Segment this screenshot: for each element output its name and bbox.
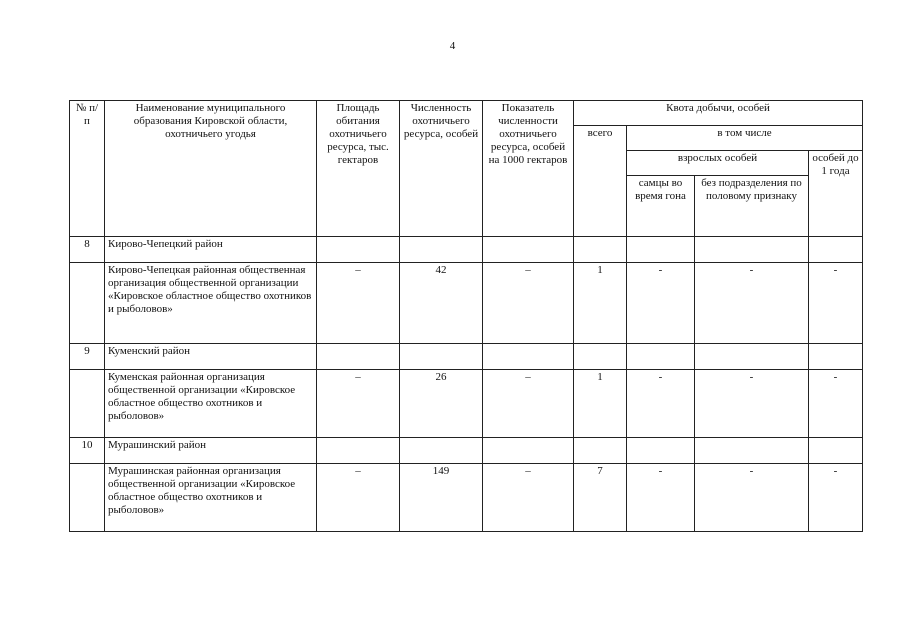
row-density: – <box>483 370 574 438</box>
row-young: - <box>809 464 863 532</box>
header-total: всего <box>574 126 627 237</box>
row-population: 42 <box>400 263 483 344</box>
row-name: Мурашинская районная организация общественной организации «Кировское областное общество охотников и рыболовов» <box>105 464 317 532</box>
row-name: Мурашинский район <box>105 438 317 464</box>
row-area: – <box>317 263 400 344</box>
row-males: - <box>627 464 695 532</box>
table-row <box>70 263 863 344</box>
row-name: Кирово-Чепецкая районная общественная организация общественной организации «Кировское областное общество охотников и рыболовов» <box>105 263 317 344</box>
header-name: Наименование муниципального образования Кировской области, охотничьего угодья <box>105 101 317 237</box>
table-row <box>70 438 863 464</box>
row-population: 149 <box>400 464 483 532</box>
row-no-sex: - <box>695 464 809 532</box>
row-name: Куменская районная организация общественной организации «Кировское областное общество охотников и рыболовов» <box>105 370 317 438</box>
row-total: 1 <box>574 263 627 344</box>
header-no-sex: без подразделения по половому признаку <box>695 176 809 237</box>
header-quota: Квота добычи, особей <box>574 101 863 126</box>
header-area: Площадь обитания охотничьего ресурса, тыс. гектаров <box>317 101 400 237</box>
row-total: 7 <box>574 464 627 532</box>
page-number: 4 <box>449 40 456 52</box>
header-density: Показатель численности охотничьего ресурса, особей на 1000 гектаров <box>483 101 574 237</box>
row-name: Кирово-Чепецкий район <box>105 237 317 263</box>
header-young: особей до 1 года <box>809 151 863 237</box>
row-total: 1 <box>574 370 627 438</box>
table-row <box>70 370 863 438</box>
table-row <box>70 344 863 370</box>
row-no-sex: - <box>695 263 809 344</box>
header-adults: взрослых особей <box>627 151 809 176</box>
row-no-sex: - <box>695 370 809 438</box>
header-males: самцы во время гона <box>627 176 695 237</box>
table-row <box>70 464 863 532</box>
quota-table <box>69 100 863 532</box>
row-area: – <box>317 370 400 438</box>
table-row <box>70 237 863 263</box>
row-young: - <box>809 370 863 438</box>
header-num: № п/п <box>70 101 105 237</box>
row-num: 10 <box>70 438 105 464</box>
header-row-1 <box>70 101 863 126</box>
row-males: - <box>627 263 695 344</box>
header-population: Численность охотничьего ресурса, особей <box>400 101 483 237</box>
row-area: – <box>317 464 400 532</box>
row-density: – <box>483 263 574 344</box>
row-num: 8 <box>70 237 105 263</box>
row-population: 26 <box>400 370 483 438</box>
header-including: в том числе <box>627 126 863 151</box>
row-name: Куменский район <box>105 344 317 370</box>
row-young: - <box>809 263 863 344</box>
row-males: - <box>627 370 695 438</box>
row-density: – <box>483 464 574 532</box>
row-num: 9 <box>70 344 105 370</box>
